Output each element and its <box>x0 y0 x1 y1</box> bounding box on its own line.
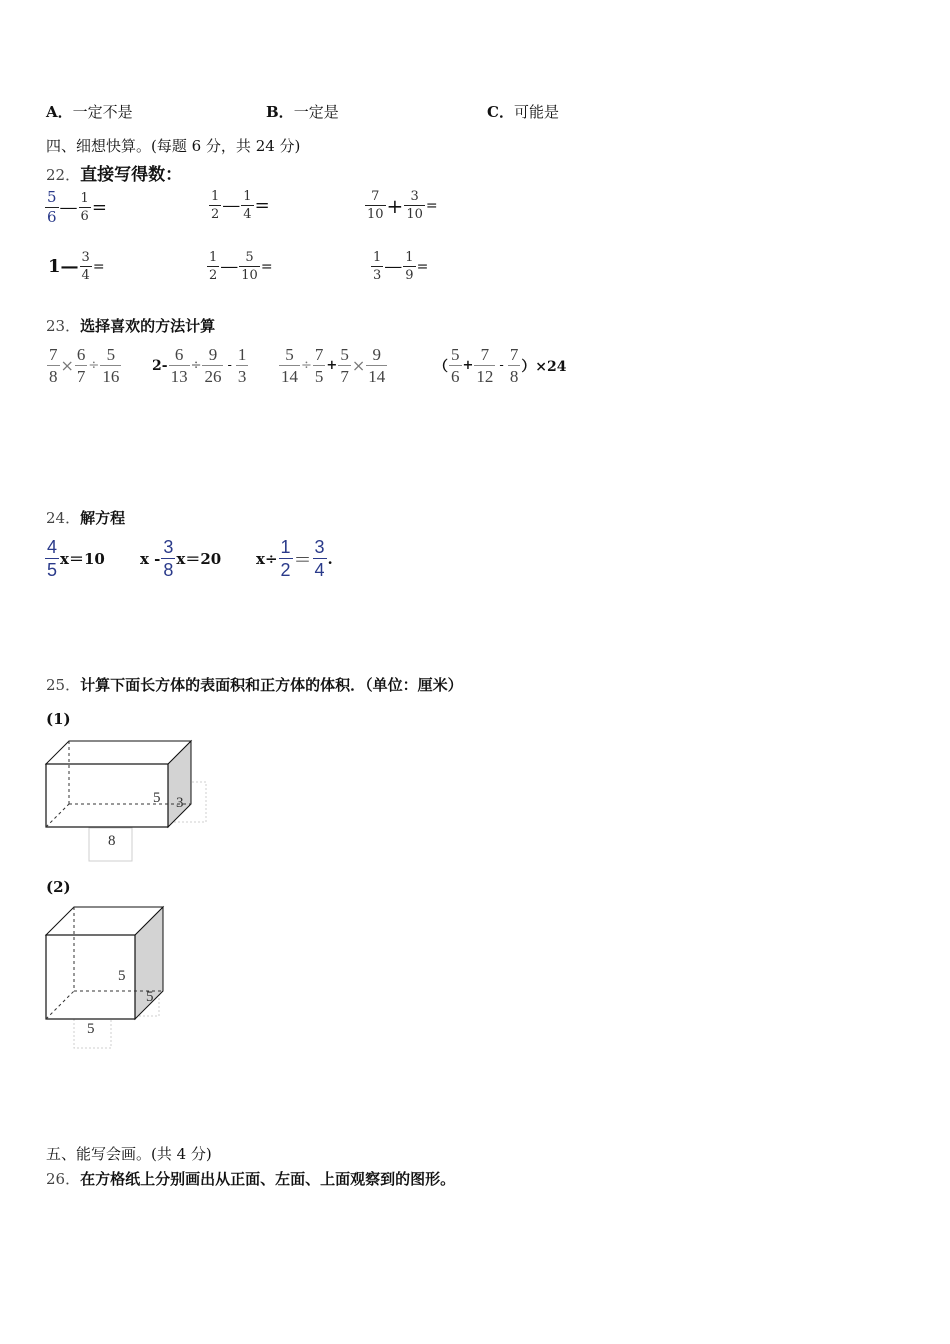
q23-e3-f3-den: 7 <box>340 367 349 386</box>
q23-e2-f3-den: 3 <box>237 367 247 386</box>
q24-eq2-lead: x - <box>140 549 161 568</box>
q22-item-1-op: — <box>59 197 78 218</box>
q22-item-6-op: — <box>384 256 403 277</box>
q22-item-6-b-den: 9 <box>405 268 414 283</box>
q22-item-1-a-num: 5 <box>47 188 57 206</box>
cube-edge-label-2: 5 <box>146 989 154 1005</box>
q24-eq3-mid: ＝ <box>293 549 312 571</box>
q22-item-6-a-num: 1 <box>373 250 382 265</box>
q22-item-6-b-num: 1 <box>405 250 414 265</box>
figure-2-label: (2) <box>46 878 71 896</box>
q22-item-2-b-num: 1 <box>243 189 252 204</box>
q22-item-6-a-den: 3 <box>373 268 382 283</box>
option-c-text: 可能是 <box>513 103 559 121</box>
q22-item-3 <box>364 190 438 221</box>
option-b-letter: B． <box>266 103 294 121</box>
q23-e2-op1: ÷ <box>190 358 202 373</box>
q22-item-2 <box>208 190 270 221</box>
q23-e1-f3-den: 16 <box>102 367 120 386</box>
q23-e4-f3-num: 7 <box>509 345 519 364</box>
q23-e3-f2-num: 7 <box>314 345 324 364</box>
cube-edge-label-1: 5 <box>118 968 126 984</box>
q22-item-3-a-num: 7 <box>371 189 380 204</box>
question-22-number: 22． <box>46 166 81 184</box>
q24-eq3-f1-num: 1 <box>280 537 291 557</box>
q23-e1-op1: × <box>60 356 74 375</box>
q22-item-5-a-num: 1 <box>209 250 218 265</box>
q22-item-4-lead: 1— <box>48 256 79 277</box>
section-4-heading: 四、细想快算。(每题 6 分，共 24 分) <box>46 137 301 155</box>
q24-eq3-f2-num: 3 <box>314 537 325 557</box>
cuboid-figure <box>40 735 220 867</box>
q24-eq2-num: 3 <box>163 537 174 557</box>
q23-e1-op2: ÷ <box>88 358 100 373</box>
q23-e2-f1-den: 13 <box>170 367 188 386</box>
q23-e1-f3-num: 5 <box>106 345 116 364</box>
cuboid-length-label: 8 <box>108 833 116 849</box>
q23-e4-f3-den: 8 <box>509 367 519 386</box>
figure-1-label: (1) <box>46 710 71 728</box>
q22-item-4-b-den: 4 <box>81 268 90 283</box>
option-c-letter: C． <box>487 103 514 121</box>
question-26-header <box>46 1169 455 1189</box>
q22-item-2-op: — <box>222 195 241 216</box>
q23-e4-close: ）×24 <box>521 358 567 375</box>
cube-figure <box>40 902 170 1052</box>
q22-item-1-eq: = <box>91 197 107 218</box>
q23-e1-f2-num: 6 <box>76 345 86 364</box>
question-26-number: 26． <box>46 1170 81 1188</box>
q24-eq2-rest: x＝20 <box>176 550 222 568</box>
q22-item-2-a-den: 2 <box>211 207 220 222</box>
q22-item-1-a-den: 6 <box>47 208 57 226</box>
q22-item-5-b-num: 5 <box>245 250 254 265</box>
q23-e4-f1-num: 5 <box>451 345 460 364</box>
q23-e4-open: （ <box>434 358 448 375</box>
cube-edge-label-3: 5 <box>87 1021 95 1037</box>
q23-e3-op1: ÷ <box>301 358 312 373</box>
q23-expression-1 <box>46 346 122 385</box>
q24-equation-3 <box>256 538 333 579</box>
q23-e2-f1-num: 6 <box>174 345 184 364</box>
question-24-header <box>46 508 125 528</box>
q22-item-3-a-den: 10 <box>367 207 384 222</box>
question-22-header <box>46 160 182 185</box>
q23-e4-op2: - <box>499 358 504 373</box>
question-24-number: 24． <box>46 509 81 527</box>
option-a <box>46 102 133 122</box>
q23-e1-f2-den: 7 <box>76 367 86 386</box>
q22-item-5-eq: = <box>260 258 273 275</box>
q22-item-4-eq: = <box>92 258 105 275</box>
cuboid-width-label: 5 <box>153 790 161 806</box>
q24-eq1-den: 5 <box>47 560 58 580</box>
q23-e3-f1-num: 5 <box>285 345 294 364</box>
q22-item-6 <box>370 251 428 282</box>
q23-e3-f4-num: 9 <box>372 345 381 364</box>
q24-eq3-f2-den: 4 <box>314 560 325 580</box>
section-5-heading: 五、能写会画。(共 4 分) <box>46 1145 212 1163</box>
q23-e2-f3-num: 1 <box>237 345 247 364</box>
q22-item-5-a-den: 2 <box>209 268 218 283</box>
q23-e1-f1-den: 8 <box>49 367 58 386</box>
q23-expression-2 <box>152 346 249 385</box>
q23-e4-op1: + <box>462 358 474 373</box>
q23-expression-3 <box>278 346 388 385</box>
q22-item-5-op: — <box>220 256 239 277</box>
option-b-text: 一定是 <box>293 103 339 121</box>
q22-item-3-b-num: 3 <box>410 189 419 204</box>
q22-item-3-eq: = <box>425 197 438 214</box>
q23-e2-f2-den: 26 <box>204 367 222 386</box>
q22-item-5 <box>206 251 273 282</box>
q22-item-2-eq: = <box>254 195 270 216</box>
q24-eq2-den: 8 <box>163 560 174 580</box>
q23-e2-op2: - <box>227 358 232 373</box>
option-c <box>487 102 559 122</box>
q23-e2-lead: 2- <box>152 357 168 374</box>
q23-e4-f2-den: 12 <box>476 367 494 386</box>
question-24-title: 解方程 <box>80 509 126 527</box>
q23-e4-f2-num: 7 <box>480 345 490 364</box>
q24-equation-1 <box>44 538 105 579</box>
q23-e3-op2: + <box>326 358 338 373</box>
q22-item-1-b-num: 1 <box>80 191 89 206</box>
q22-item-1 <box>44 190 107 225</box>
q22-item-3-b-den: 10 <box>406 207 423 222</box>
q23-e2-f2-num: 9 <box>208 345 218 364</box>
question-25-number: 25． <box>46 676 81 694</box>
question-23-number: 23． <box>46 317 81 335</box>
q23-e3-op3: × <box>351 356 366 375</box>
q23-e4-f1-den: 6 <box>451 367 460 386</box>
question-25-header <box>46 675 463 695</box>
option-a-text: 一定不是 <box>72 103 133 121</box>
q23-expression-4 <box>434 346 567 385</box>
cuboid-top-face <box>46 741 191 764</box>
q23-e3-f4-den: 14 <box>368 367 386 386</box>
q24-eq3-end: . <box>327 549 333 568</box>
q22-item-4 <box>48 251 105 282</box>
q23-e3-f3-num: 5 <box>340 345 349 364</box>
question-22-title: 直接写得数： <box>80 165 183 185</box>
q23-e1-f1-num: 7 <box>49 345 58 364</box>
question-25-title: 计算下面长方体的表面积和正方体的体积．（单位：厘米） <box>80 676 463 694</box>
q22-item-2-a-num: 1 <box>211 189 220 204</box>
q24-eq1-num: 4 <box>47 537 58 557</box>
q23-e3-f1-den: 14 <box>281 367 298 386</box>
question-26-title: 在方格纸上分别画出从正面、左面、上面观察到的图形。 <box>80 1170 456 1188</box>
q22-item-5-b-den: 10 <box>241 268 258 283</box>
question-23-title: 选择喜欢的方法计算 <box>80 317 216 335</box>
q22-item-6-eq: = <box>416 258 429 275</box>
q24-eq1-rest: x＝10 <box>60 550 105 568</box>
cuboid-front-face <box>46 764 168 827</box>
option-a-letter: A． <box>46 103 73 121</box>
q22-item-1-b-den: 6 <box>80 209 89 224</box>
cuboid-height-label: 3 <box>176 795 184 811</box>
q24-eq3-f1-den: 2 <box>280 560 291 580</box>
q22-item-4-b-num: 3 <box>81 250 90 265</box>
option-b <box>266 102 339 122</box>
q24-eq3-lead: x÷ <box>256 549 278 568</box>
question-23-header <box>46 316 215 336</box>
q24-equation-2 <box>140 538 221 579</box>
q22-item-3-op: + <box>386 193 404 218</box>
q23-e3-f2-den: 5 <box>314 367 324 386</box>
q22-item-2-b-den: 4 <box>243 207 252 222</box>
